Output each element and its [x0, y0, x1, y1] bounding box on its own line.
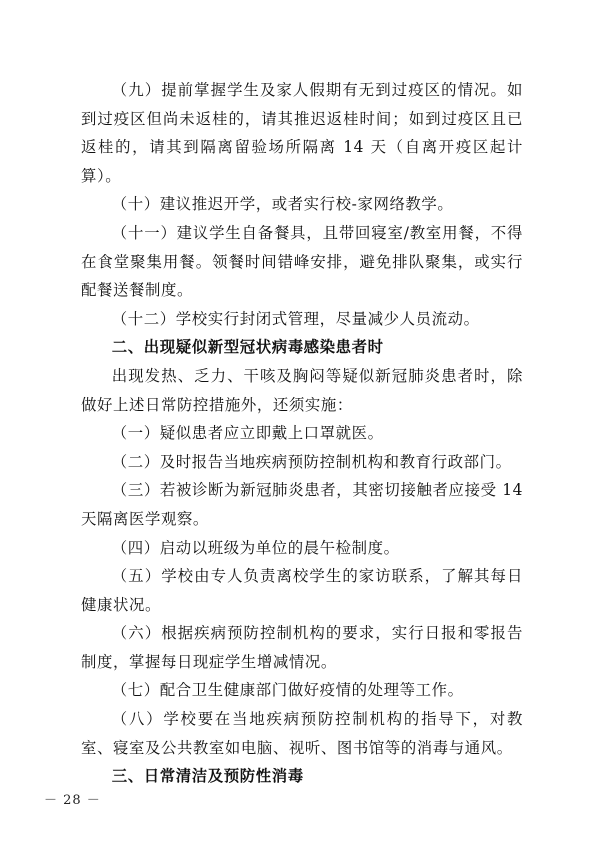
- list-item: （三）若被诊断为新冠肺炎患者，其密切接触者应接受 14 天隔离医学观察。: [81, 481, 523, 528]
- list-item: （六）根据疾病预防控制机构的要求，实行日报和零报告制度，掌握每日现症学生增减情况。: [81, 624, 523, 671]
- paragraph-item-12: （十二）学校实行封闭式管理，尽量减少人员流动。: [111, 309, 480, 328]
- section-heading-2: 二、出现疑似新型冠状病毒感染患者时: [111, 338, 384, 357]
- list-item: （四）启动以班级为单位的晨午检制度。: [111, 538, 400, 557]
- list-item: （一）疑似患者应立即戴上口罩就医。: [111, 424, 384, 443]
- list-item: （八）学校要在当地疾病预防控制机构的指导下，对教室、寝室及公共教室如电脑、视听、图书馆等的消毒与通风。: [81, 710, 523, 757]
- section-heading-3: 三、日常清洁及预防性消毒: [111, 767, 304, 786]
- list-item: （七）配合卫生健康部门做好疫情的处理等工作。: [111, 681, 464, 700]
- section-2-intro: 出现发热、乏力、干咳及胸闷等疑似新冠肺炎患者时，除做好上述日常防控措施外，还须实施：: [81, 366, 523, 414]
- document-body: [81, 76, 523, 791]
- paragraph-item-9: （九）提前掌握学生及家人假期有无到过疫区的情况。如到过疫区但尚未返桂的，请其推迟返桂时间；如到过疫区且已返桂的，请其到隔离留验场所隔离 14 天（自离开疫区起计算）。: [81, 81, 523, 185]
- paragraph-item-10: （十）建议推迟开学，或者实行校-家网络教学。: [111, 195, 454, 214]
- list-item: （二）及时报告当地疾病预防控制机构和教育行政部门。: [111, 452, 512, 471]
- page-number: － 28 －: [44, 793, 101, 808]
- list-item: （五）学校由专人负责离校学生的家访联系，了解其每日健康状况。: [81, 567, 523, 614]
- paragraph-item-11: （十一）建议学生自备餐具，且带回寝室/教室用餐，不得在食堂聚集用餐。领餐时间错峰安排，避免排队聚集，或实行配餐送餐制度。: [81, 223, 523, 300]
